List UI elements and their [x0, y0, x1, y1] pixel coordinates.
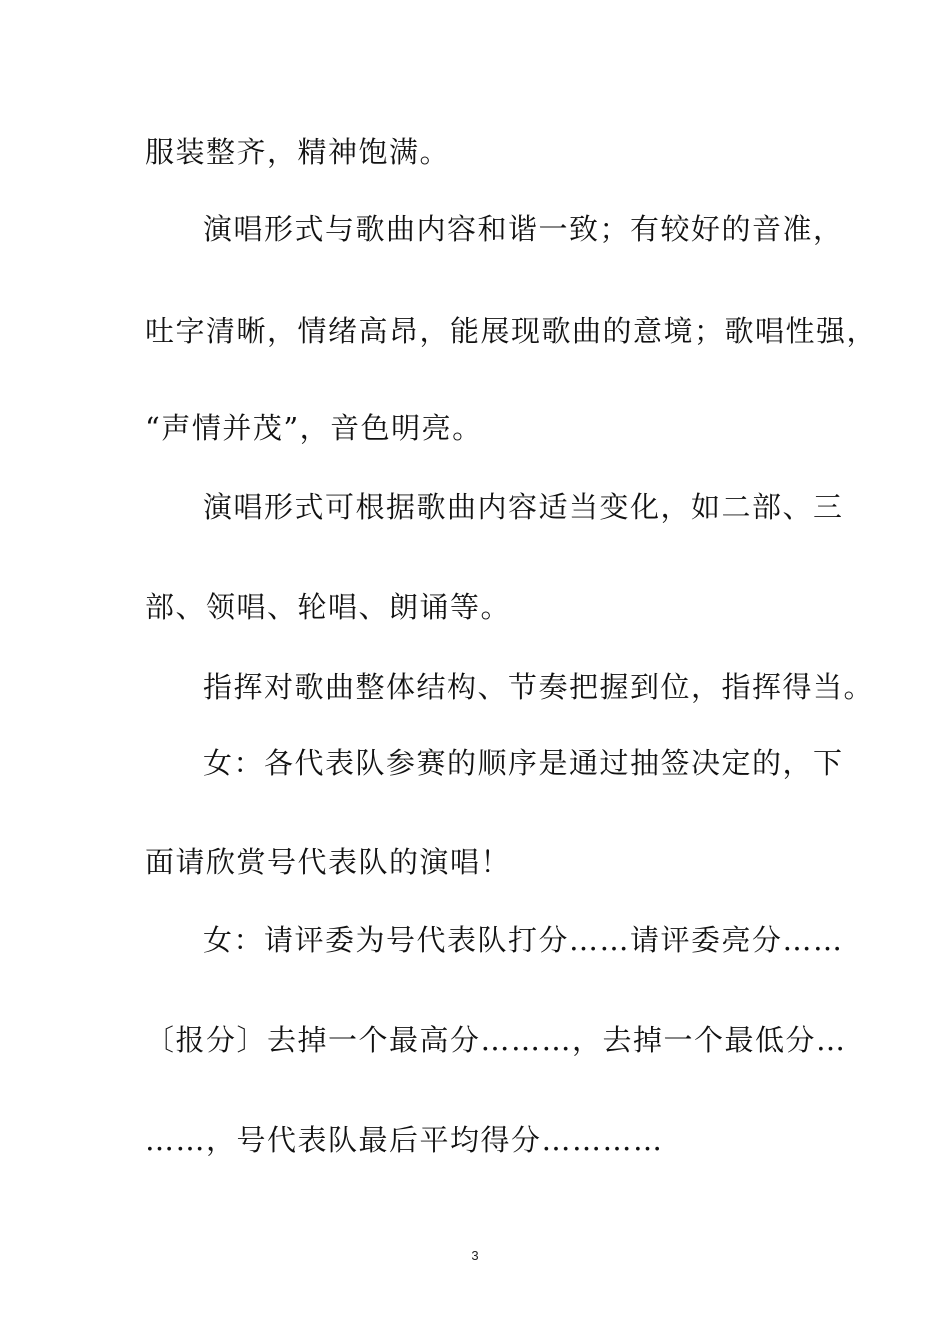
page-number: 3	[471, 1248, 479, 1263]
text-line: 〔报分〕去掉一个最高分………，去掉一个最低分…	[145, 1023, 847, 1057]
text-line: 女：各代表队参赛的顺序是通过抽签决定的，下	[203, 746, 844, 780]
text-line: 演唱形式与歌曲内容和谐一致；有较好的音准，	[203, 212, 844, 246]
text-line: 吐字清晰，情绪高昂，能展现歌曲的意境；歌唱性强，	[145, 314, 878, 348]
text-line: 部、领唱、轮唱、朗诵等。	[145, 590, 512, 624]
text-line: 服装整齐，精神饱满。	[145, 135, 451, 169]
text-line: 面请欣赏号代表队的演唱！	[145, 845, 512, 879]
text-line: ……，号代表队最后平均得分…………	[145, 1123, 664, 1157]
text-line: 指挥对歌曲整体结构、节奏把握到位，指挥得当。	[203, 670, 875, 704]
text-line: “声情并茂”，音色明亮。	[145, 411, 483, 445]
text-line: 演唱形式可根据歌曲内容适当变化，如二部、三	[203, 490, 844, 524]
text-line: 女：请评委为号代表队打分……请评委亮分……	[203, 923, 844, 957]
